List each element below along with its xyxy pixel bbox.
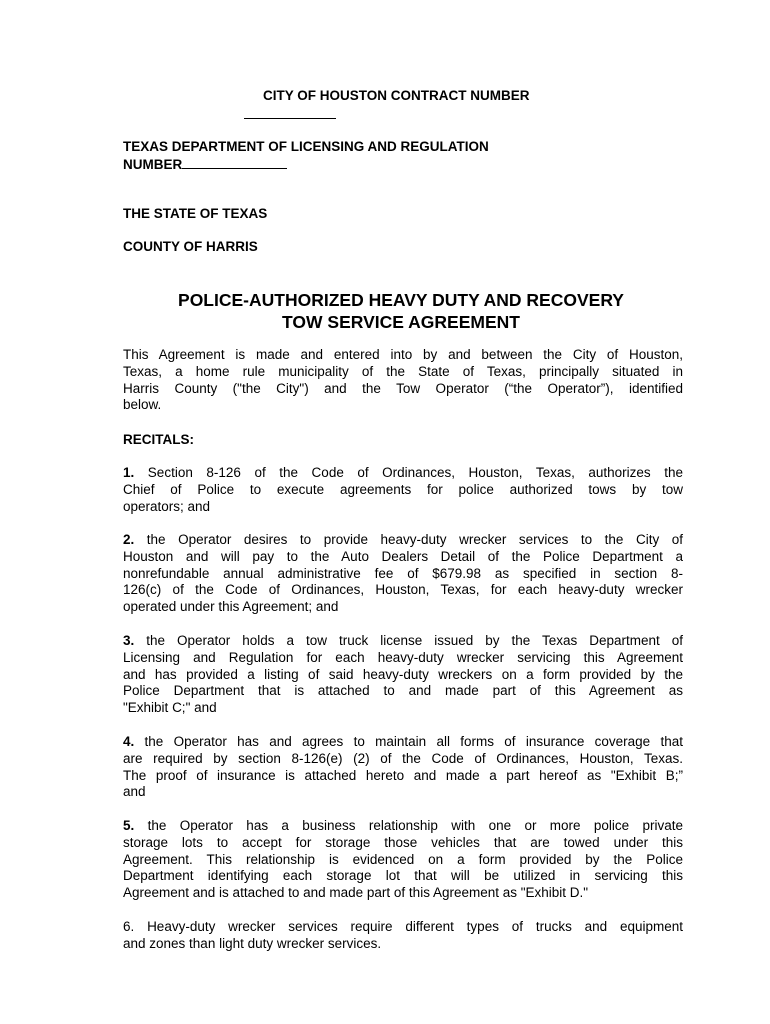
recital-1 — [123, 465, 683, 515]
recital-line — [123, 734, 683, 751]
tdlr-label-line2 — [123, 156, 287, 174]
recital-line: Houston and will pay to the Auto Dealers Detail of the Police Department a — [123, 548, 683, 564]
recital-line: storage lots to accept for storage those vehicles that are towed under this — [123, 834, 683, 850]
tdlr-number-label: NUMBER — [123, 157, 183, 172]
recital-line: 6. Heavy-duty wrecker services require different types of trucks and equipment — [123, 919, 683, 934]
recital-line: nonrefundable annual administrative fee of $679.98 as specified in section 8- — [123, 565, 683, 581]
recital-4 — [123, 734, 683, 801]
tdlr-label-line1: TEXAS DEPARTMENT OF LICENSING AND REGULATION — [123, 139, 489, 154]
recital-line: are required by section 8-126(e) (2) of the Code of Ordinances, Houston, Texas. — [123, 750, 683, 766]
state-line: THE STATE OF TEXAS — [123, 206, 268, 221]
intro-line: Texas, a home rule municipality of the State of Texas, principally situated in — [123, 363, 683, 379]
intro-paragraph — [123, 347, 683, 414]
recital-line: Chief of Police to execute agreements for police authorized tows by tow — [123, 481, 683, 497]
recital-line: operators; and — [123, 498, 211, 514]
intro-line: below. — [123, 397, 162, 413]
recital-line: Agreement and is attached to and made part of this Agreement as "Exhibit D." — [123, 885, 589, 901]
recital-line: and has provided a listing of said heavy-duty wreckers on a form provided by the — [123, 666, 683, 682]
recital-2 — [123, 532, 683, 616]
recital-number: 1. — [123, 465, 135, 480]
intro-line: This Agreement is made and entered into by and between the City of Houston, — [123, 347, 683, 362]
recital-line: operated under this Agreement; and — [123, 599, 339, 615]
recital-text: the Operator holds a tow truck license issued by the Texas Department of — [134, 633, 683, 648]
recitals-heading: RECITALS: — [123, 432, 194, 447]
recital-text: Section 8-126 of the Code of Ordinances, Houston, Texas, authorizes the — [134, 465, 683, 480]
recital-text: the Operator has a business relationship with one or more police private — [134, 818, 683, 833]
recital-line — [123, 465, 683, 482]
recital-text: the Operator has and agrees to maintain all forms of insurance coverage that — [134, 734, 683, 749]
recital-line: "Exhibit C;" and — [123, 700, 217, 716]
recital-line: 126(c) of the Code of Ordinances, Houston, Texas, for each heavy-duty wrecker — [123, 582, 683, 598]
recital-number: 5. — [123, 818, 135, 833]
recital-number: 3. — [123, 633, 135, 648]
recital-5 — [123, 818, 683, 902]
agreement-title-line2: TOW SERVICE AGREEMENT — [282, 312, 520, 332]
recital-line: and — [123, 784, 146, 800]
recital-line: Department identifying each storage lot that will be utilized in servicing this — [123, 868, 683, 884]
recital-line — [123, 633, 683, 650]
contract-number-label: CITY OF HOUSTON CONTRACT NUMBER — [263, 88, 530, 103]
recital-line: The proof of insurance is attached hereto and made a part hereof as "Exhibit B;” — [123, 767, 683, 783]
recital-line — [123, 532, 683, 549]
agreement-title-line1: POLICE-AUTHORIZED HEAVY DUTY AND RECOVERY — [178, 290, 624, 310]
recital-text: the Operator desires to provide heavy-duty wrecker services to the City of — [134, 532, 683, 547]
recital-number: 2. — [123, 532, 135, 547]
recital-line: and zones than light duty wrecker services. — [123, 935, 382, 951]
recital-line: Licensing and Regulation for each heavy-duty wrecker servicing this Agreement — [123, 649, 683, 665]
recital-3 — [123, 633, 683, 717]
recital-line — [123, 818, 683, 835]
tdlr-number-blank — [182, 156, 287, 169]
recital-6 — [123, 919, 683, 953]
county-line: COUNTY OF HARRIS — [123, 239, 258, 254]
contract-number-blank — [244, 106, 336, 119]
recital-line: Agreement. This relationship is evidenced on a form provided by the Police — [123, 851, 683, 867]
recital-number: 4. — [123, 734, 135, 749]
recital-line: Police Department that is attached to and made part of this Agreement as — [123, 683, 683, 699]
intro-line: Harris County ("the City") and the Tow Operator (“the Operator”), identified — [123, 380, 683, 396]
